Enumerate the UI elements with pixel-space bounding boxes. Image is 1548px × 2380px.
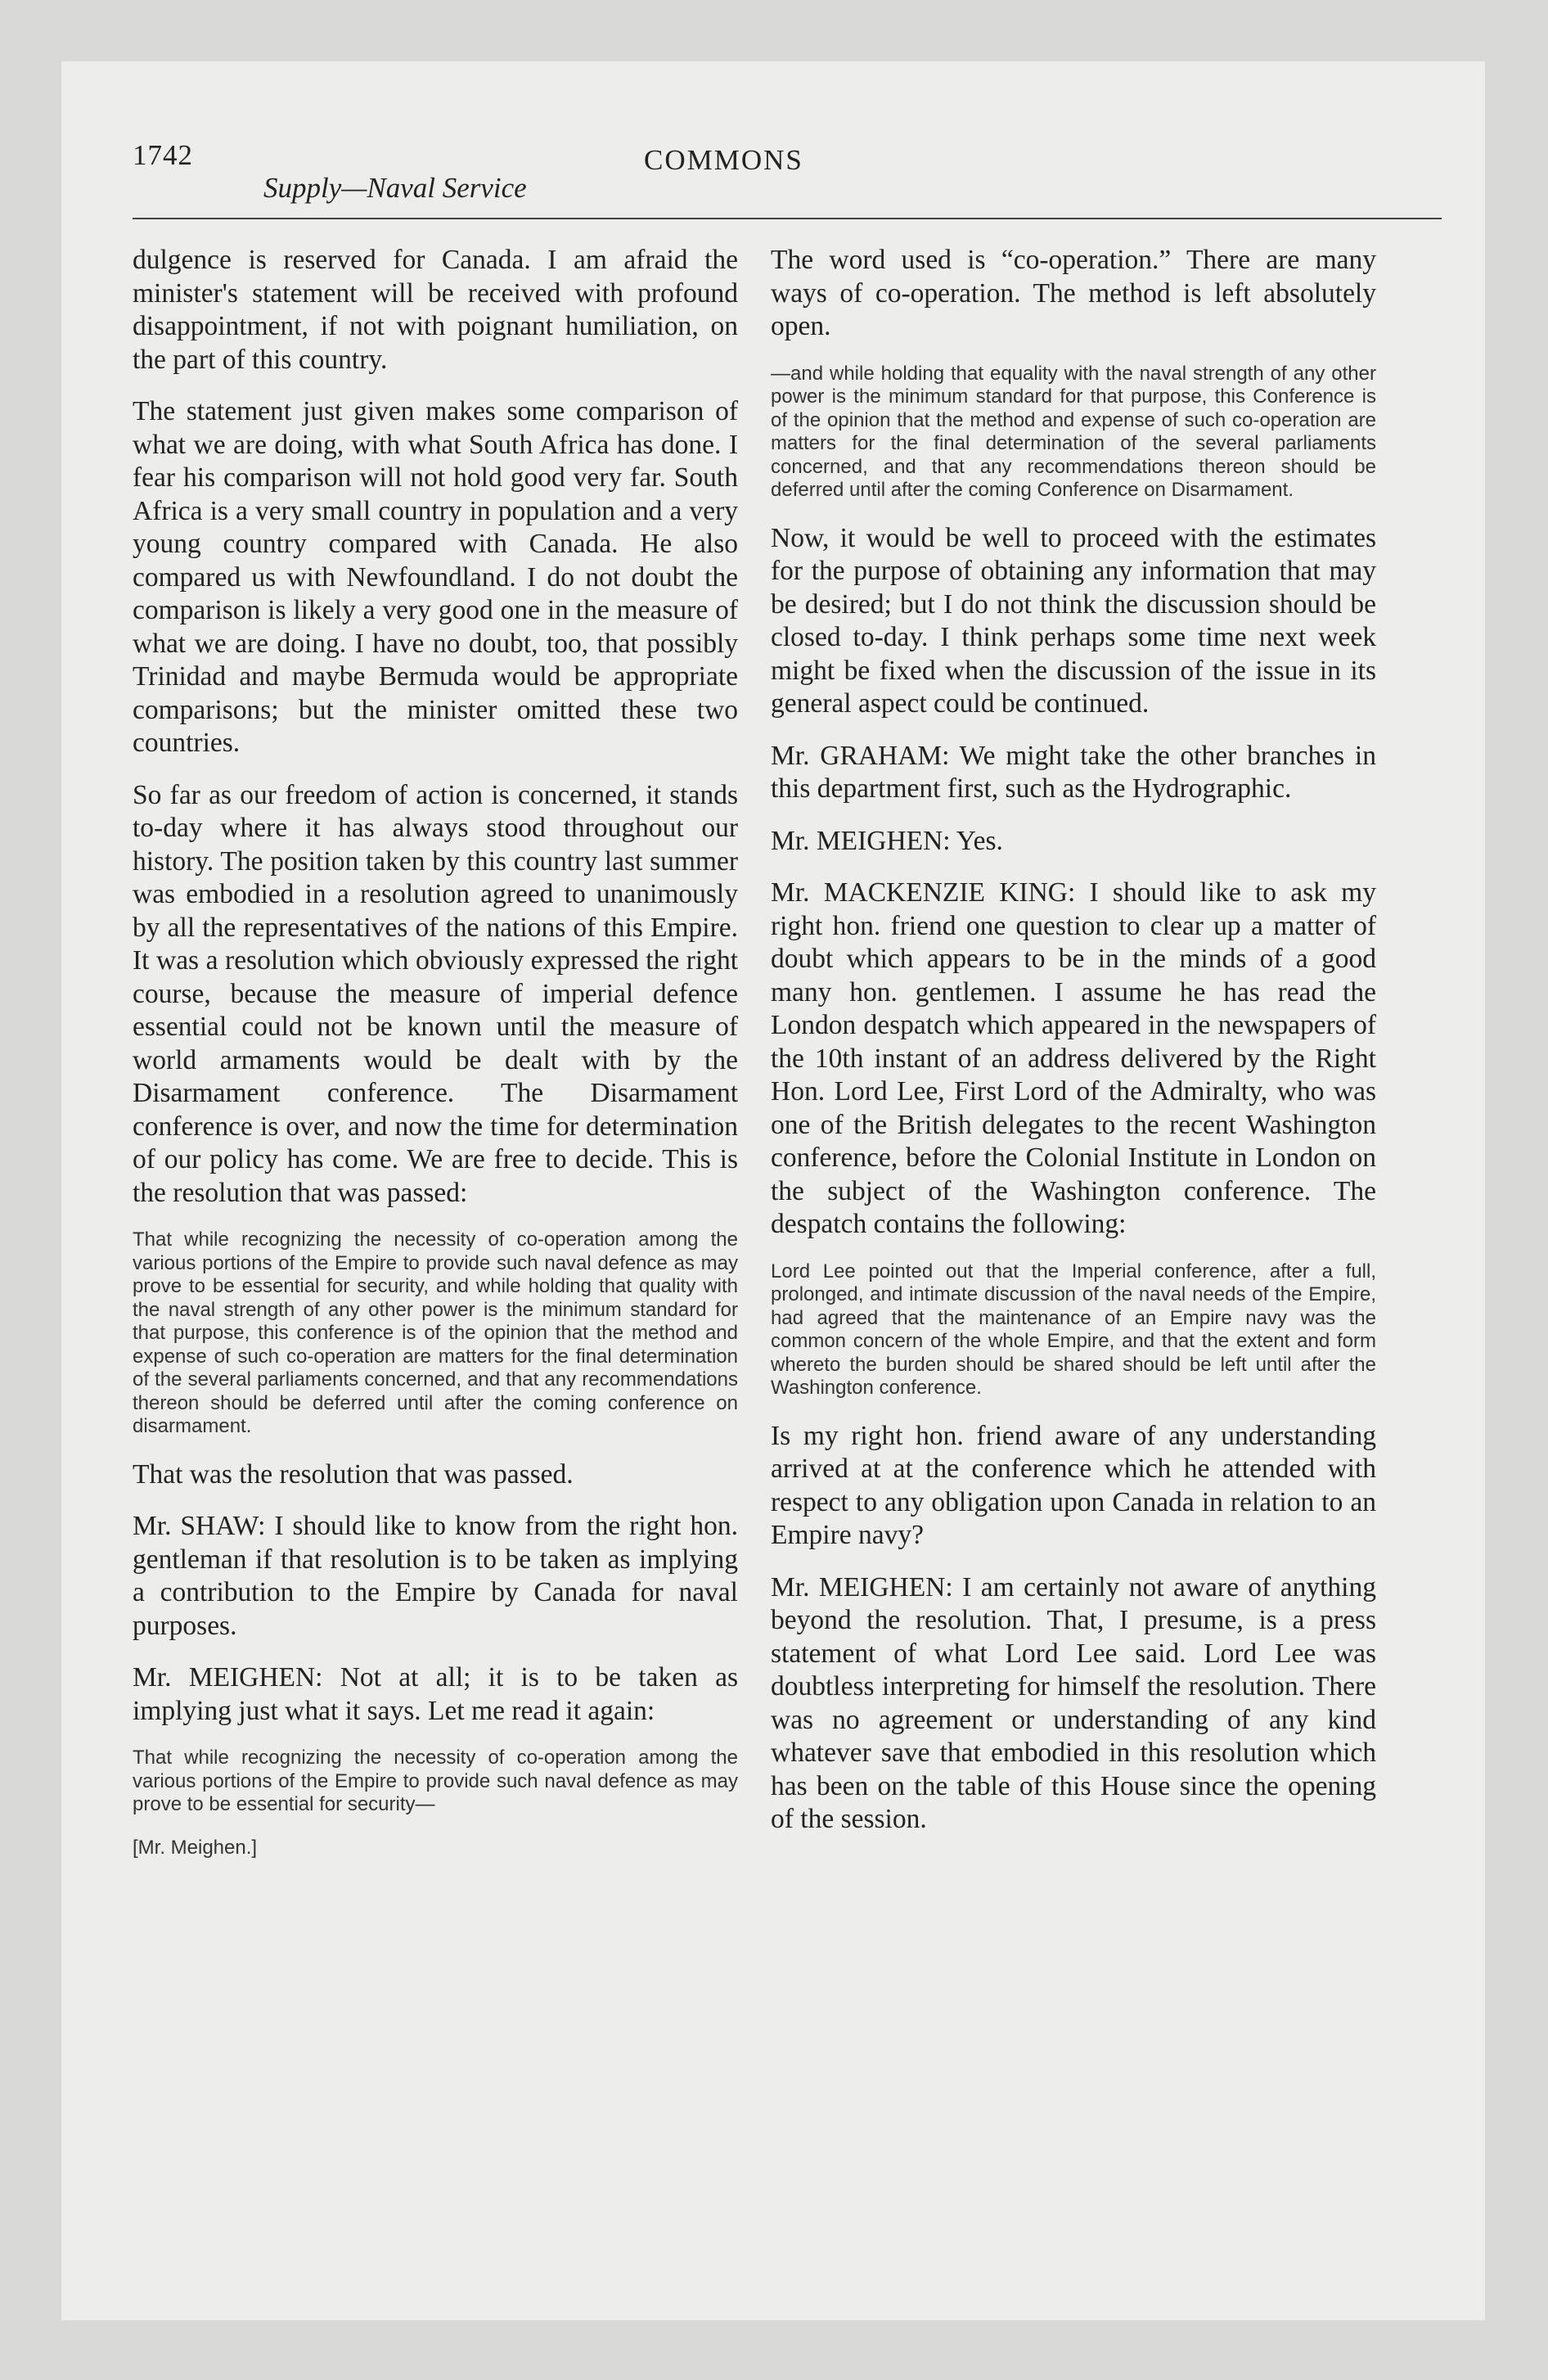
paragraph: Mr. GRAHAM: We might take the other branches in this department first, such as the Hydrographic. — [771, 740, 1376, 804]
paragraph: dulgence is reserved for Canada. I am afraid the minister's statement will be received with profound disappointment, if not with poignant humiliation, on the part of this country. — [133, 245, 738, 375]
left-column — [133, 244, 738, 1878]
paragraph: The statement just given makes some comparison of what we are doing, with what South Africa has done. I fear his comparison will not hold good very far. South Africa is a very small country in population and a very young country compared with Canada. He also compared us with Newfoundland. I do not doubt the comparison is likely a very good one in the measure of what we are doing. I have no doubt, too, that possibly Trinidad and maybe Bermuda would be appropriate comparisons; but the minister omitted these two countries. — [133, 396, 738, 758]
section-title: COMMONS — [644, 144, 803, 176]
page-header — [133, 139, 1417, 237]
paragraph: That was the resolution that was passed. — [133, 1458, 574, 1490]
right-column — [771, 244, 1376, 1855]
paragraph: Now, it would be well to proceed with the estimates for the purpose of obtaining any information that may be desired; but I do not think the discussion should be closed to-day. I think perhaps some time next week might be fixed when the discussion of the issue in its general aspect could be continued. — [771, 522, 1376, 719]
quoted-despatch: Lord Lee pointed out that the Imperial conference, after a full, prolonged, and intimate discussion of the naval needs of the Empire, had agreed that the maintenance of an Empire navy was the common concern of the whole Empire, and that the extent and form whereto the burden should be shared should be left until after the Washington conference. — [771, 1260, 1376, 1399]
speaker-citation: [Mr. Meighen.] — [133, 1836, 258, 1859]
paragraph: Mr. MEIGHEN: Not at all; it is to be taken as implying just what it says. Let me read it again: — [133, 1662, 738, 1726]
quoted-resolution: That while recognizing the necessity of co-operation among the various portions of the Empire to provide such naval defence as may prove to be essential for security— — [133, 1747, 738, 1815]
page-number: 1742 — [133, 139, 193, 171]
paragraph: Mr. MEIGHEN: I am certainly not aware of anything beyond the resolution. That, I presume, is a press statement of what Lord Lee said. Lord Lee was doubtless interpreting for himself the resolution. There was no agreement or understanding of any kind whatever save that embodied in this resolution which has been on the table of this House since the opening of the session. — [771, 1571, 1376, 1834]
paragraph: Mr. MACKENZIE KING: I should like to ask my right hon. friend one question to clear up a matter of doubt which appears to be in the minds of a good many hon. gentlemen. I assume he has read the London despatch which appeared in the newspapers of the 10th instant of an address delivered by the Right Hon. Lord Lee, First Lord of the Admiralty, who was one of the British delegates to the recent Washington conference, before the Colonial Institute in London on the subject of the Washington conference. The despatch contains the following: — [771, 877, 1376, 1239]
running-title: Supply—Naval Service — [263, 172, 527, 204]
quoted-resolution: That while recognizing the necessity of co-operation among the various portions of the Empire to provide such naval defence as may prove to be essential for security, and while holding that quality with the naval strength of any other power is the minimum standard for that purpose, this conference is of the opinion that the method and expense of such co-operation are matters for the final determination of the several parliaments concerned, and that any recommendations thereon should be deferred until after the coming conference on disarmament. — [133, 1228, 738, 1437]
header-rule — [133, 218, 1442, 219]
hansard-page — [133, 139, 1417, 2283]
quoted-resolution: —and while holding that equality with the naval strength of any other power is the minimum standard for that purpose, this Conference is of the opinion that the method and expense of such co-operation are matters for the final determination of the several parliaments concerned, and that any recommendations thereon should be deferred until after the coming Conference on Disarmament. — [771, 362, 1376, 501]
paragraph: Mr. SHAW: I should like to know from the right hon. gentleman if that resolution is to be taken as implying a contribution to the Empire by Canada for naval purposes. — [133, 1511, 738, 1641]
paragraph: So far as our freedom of action is concerned, it stands to-day where it has always stood throughout our history. The position taken by this country last summer was embodied in a resolution agreed to unanimously by all the representatives of the nations of this Empire. It was a resolution which obviously expressed the right course, because the measure of imperial defence essential could not be known until the measure of world armaments would be dealt with by the Disarmament conference. The Disarmament conference is over, and now the time for determination of our policy has come. We are free to decide. This is the resolution that was passed: — [133, 779, 738, 1208]
paragraph: Mr. MEIGHEN: Yes. — [771, 825, 1003, 856]
paragraph: The word used is “co-operation.” There are many ways of co-operation. The method is left absolutely open. — [771, 245, 1376, 341]
paragraph: Is my right hon. friend aware of any understanding arrived at at the conference which he attended with respect to any obligation upon Canada in relation to an Empire navy? — [771, 1420, 1376, 1550]
